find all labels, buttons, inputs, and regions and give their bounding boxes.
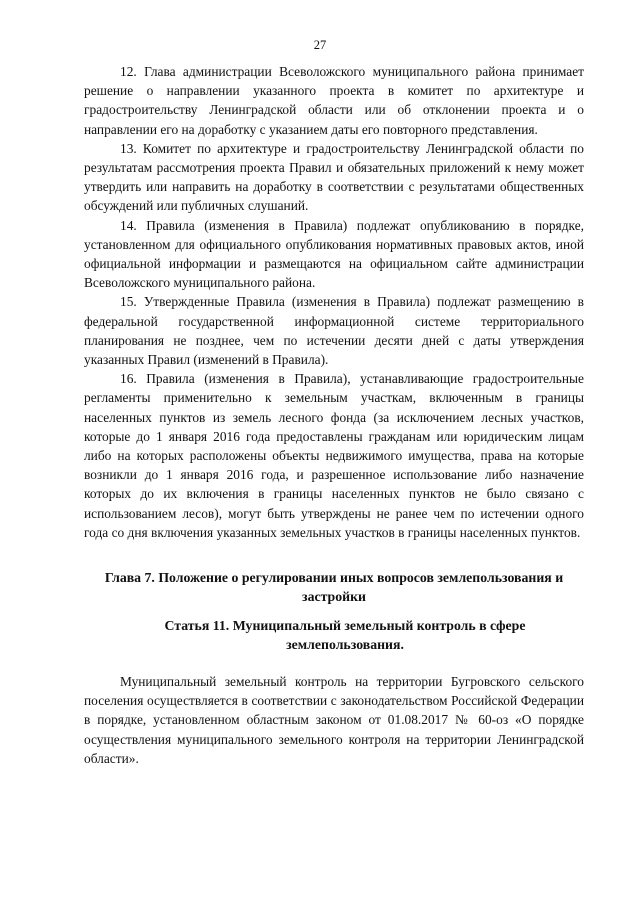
paragraph-13: 13. Комитет по архитектуре и градостроительству Ленинградской области по результатам рассмотрения проекта Правил и обязательных приложений к нему может утвердить или направить на доработку в соответствии с результатами общественных обсуждений или публичных слушаний.	[84, 140, 584, 214]
final-section	[84, 672, 584, 768]
chapter-heading: Глава 7. Положение о регулировании иных вопросов землепользования и застройки	[104, 570, 564, 604]
final-paragraph: Муниципальный земельный контроль на территории Бугровского сельского поселения осуществляется в соответствии с законодательством Российской Федерации в порядке, установленном областным законом от 01.08.2017 № 60-оз «О порядке осуществления муниципального земельного контроля на территории Ленинградской области».	[84, 674, 584, 766]
paragraph-16: 16. Правила (изменения в Правила), устанавливающие градостроительные регламенты применительно к земельным участкам, включенным в границы населенных пунктов из земель лесного фонда (за исключением лесных участков, которые до 1 января 2016 года предоставлены гражданам или юридическим лицам либо на которых расположены объекты недвижимого имущества, права на которые возникли до 1 января 2016 года, и разрешенное использование либо назначение которых до их включения в границы населенных пунктов не было связано с использованием лесов), могут быть утверждены не ранее чем по истечении одного года со дня включения указанных земельных участков в границы населенных пунктов.	[84, 371, 584, 540]
page-number: 27	[313, 38, 327, 52]
paragraph-14: 14. Правила (изменения в Правила) подлежат опубликованию в порядке, установленном для официального опубликования нормативных правовых актов, иной официальной информации и размещаются на официальном сайте администрации Всеволожского муниципального района.	[84, 217, 584, 291]
numbered-paragraphs	[84, 62, 584, 542]
article-heading: Статья 11. Муниципальный земельный контроль в сфере землепользования.	[164, 618, 526, 652]
paragraph-15: 15. Утвержденные Правила (изменения в Правила) подлежат размещению в федеральной государственной информационной системе территориального планирования не позднее, чем по истечении десяти дней с даты утверждения указанных Правил (изменений в Правила).	[84, 294, 584, 368]
paragraph-12: 12. Глава администрации Всеволожского муниципального района принимает решение о направлении указанного проекта в комитет по архитектуре и градостроительству Ленинградской области или об отклонении проекта и о направлении его на доработку с указанием даты его повторного представления.	[84, 64, 584, 137]
